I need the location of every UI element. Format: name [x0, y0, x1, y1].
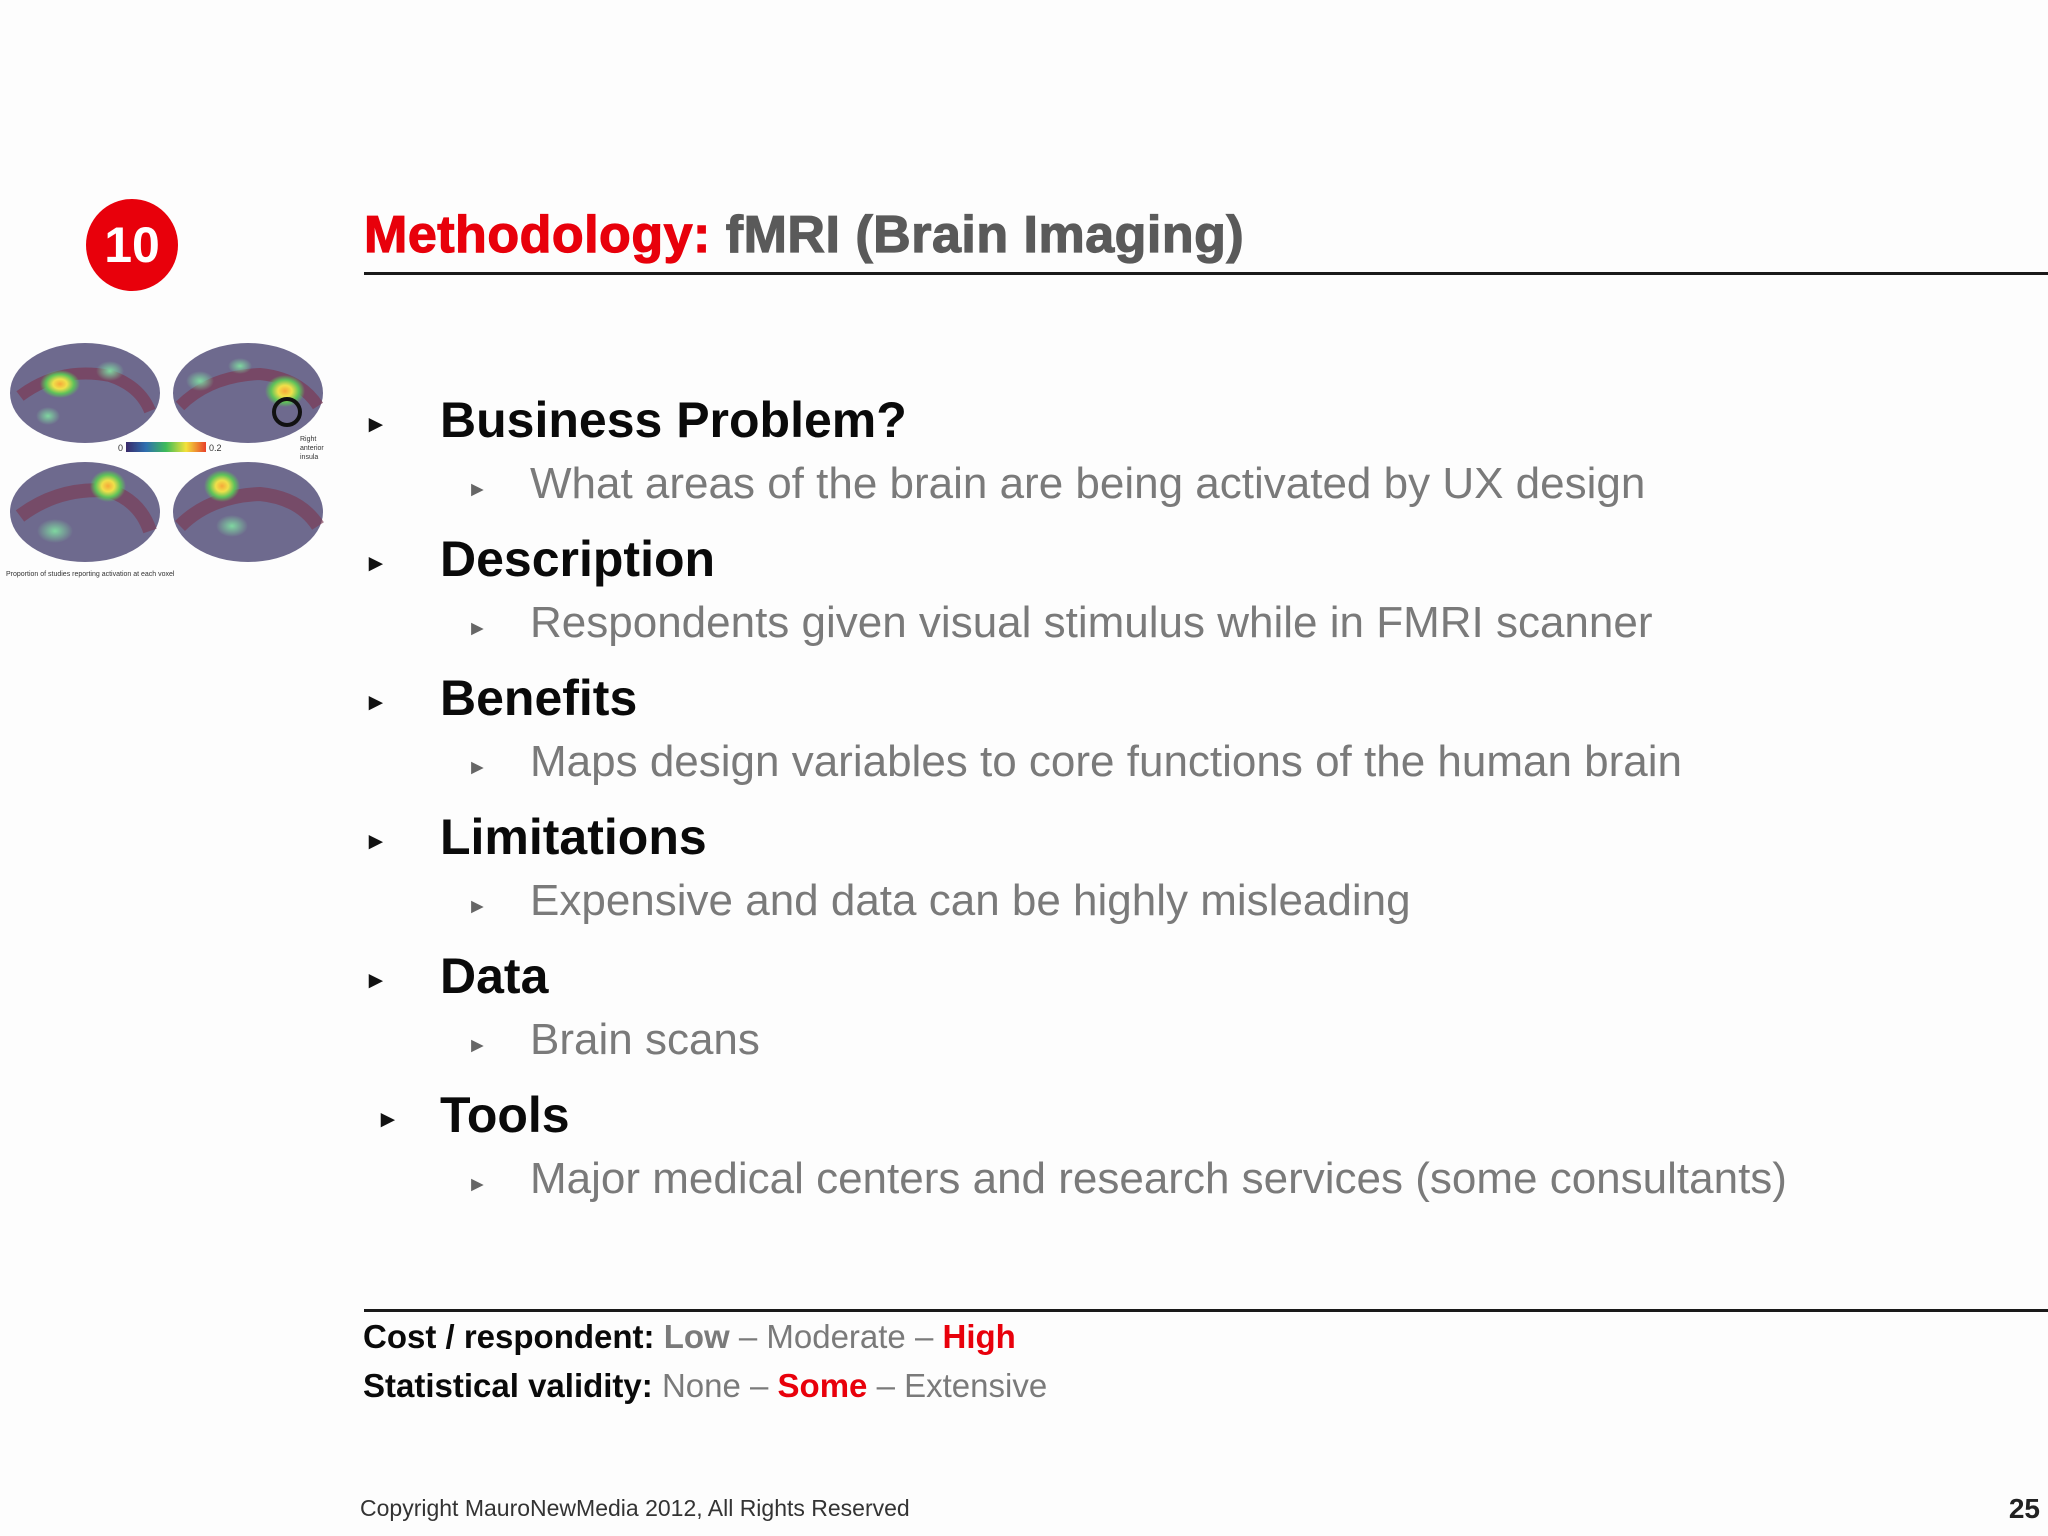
bullet-arrow-icon: ► — [364, 411, 388, 438]
validity-rating-line — [363, 1367, 1047, 1405]
section-detail: Expensive and data can be highly misleading — [530, 876, 1411, 925]
sub-bullet-arrow-icon: ► — [467, 617, 488, 640]
title-lead: Methodology: — [364, 206, 711, 264]
sub-bullet-arrow-icon: ► — [467, 1034, 488, 1057]
title-rest: fMRI (Brain Imaging) — [725, 206, 1245, 264]
bullet-arrow-icon: ► — [376, 1106, 400, 1133]
sub-bullet-arrow-icon: ► — [467, 478, 488, 501]
section-detail: Brain scans — [530, 1015, 760, 1064]
cost-label: Cost / respondent: — [363, 1318, 655, 1355]
section-data — [360, 941, 2020, 1080]
section-detail: What areas of the brain are being activated by UX design — [530, 459, 1646, 508]
section-heading: Description — [440, 531, 716, 587]
section-heading: Business Problem? — [440, 392, 907, 448]
section-heading: Tools — [440, 1087, 570, 1143]
validity-extensive: Extensive — [904, 1367, 1048, 1404]
footer-divider — [364, 1309, 2048, 1312]
bullet-arrow-icon: ► — [364, 967, 388, 994]
methodology-bullet-list — [360, 385, 2020, 1219]
copyright-notice: Copyright MauroNewMedia 2012, All Rights Reserved — [360, 1495, 910, 1521]
section-description — [360, 524, 2020, 663]
section-heading: Limitations — [440, 809, 707, 865]
sub-bullet-arrow-icon: ► — [467, 756, 488, 779]
cost-sep: – — [905, 1318, 943, 1355]
brain-medial-right — [173, 462, 323, 562]
validity-sep: – — [867, 1367, 905, 1404]
sub-bullet-arrow-icon: ► — [467, 895, 488, 918]
slide-number-badge: 10 — [86, 199, 178, 291]
section-detail: Maps design variables to core functions of the human brain — [530, 737, 1682, 786]
figure-caption: Proportion of studies reporting activation at each voxel — [6, 571, 175, 578]
cost-sep: – — [729, 1318, 767, 1355]
section-limitations — [360, 802, 2020, 941]
bullet-arrow-icon: ► — [364, 550, 388, 577]
cost-low: Low — [663, 1318, 730, 1355]
validity-none: None — [661, 1367, 741, 1404]
colorbar — [126, 442, 206, 452]
validity-label: Statistical validity: — [363, 1367, 653, 1404]
title-divider — [364, 272, 2048, 275]
section-heading: Benefits — [440, 670, 638, 726]
page-number: 25 — [2008, 1493, 2040, 1524]
colorbar-min-label: 0 — [118, 443, 124, 453]
section-business-problem — [360, 385, 2020, 524]
section-tools — [360, 1080, 2020, 1219]
insula-callout: Right anterior insula — [300, 436, 324, 461]
sub-bullet-arrow-icon: ► — [467, 1173, 488, 1196]
cost-moderate: Moderate — [766, 1318, 906, 1355]
validity-sep: – — [740, 1367, 778, 1404]
brain-lateral-left — [10, 343, 160, 443]
section-detail: Major medical centers and research services (some consultants) — [530, 1154, 1787, 1203]
section-benefits — [360, 663, 2020, 802]
slide-title — [364, 205, 1244, 265]
bullet-arrow-icon: ► — [364, 828, 388, 855]
brain-lateral-right — [173, 343, 323, 443]
brain-activation-figure — [0, 336, 345, 592]
validity-some-selected: Some — [777, 1367, 868, 1404]
bullet-arrow-icon: ► — [364, 689, 388, 716]
section-heading: Data — [440, 948, 549, 1004]
cost-high-selected: High — [942, 1318, 1016, 1355]
section-detail: Respondents given visual stimulus while in FMRI scanner — [530, 598, 1653, 647]
cost-rating-line — [363, 1318, 1016, 1356]
colorbar-max-label: 0.2 — [209, 443, 222, 453]
brain-medial-left — [10, 462, 160, 562]
